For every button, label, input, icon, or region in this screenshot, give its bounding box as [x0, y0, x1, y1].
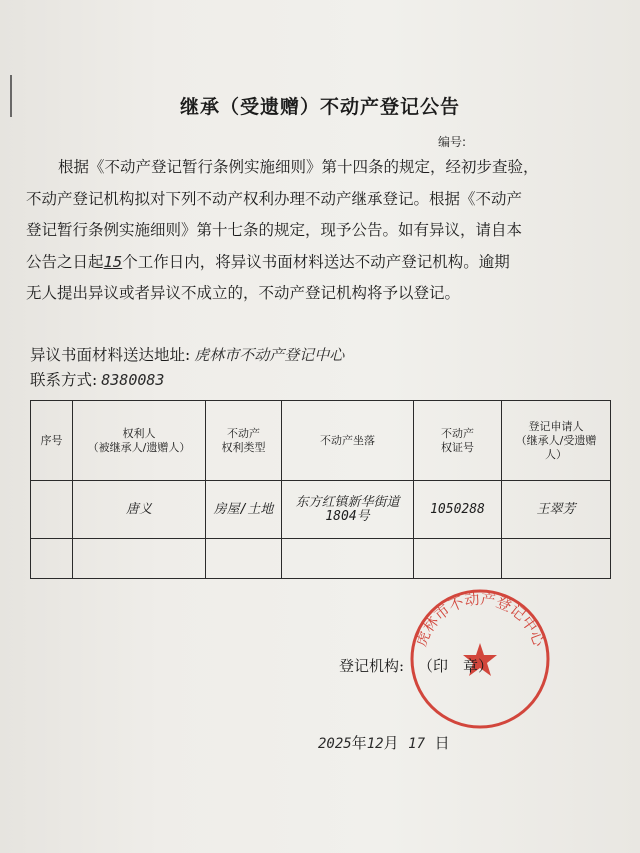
cell-right-type: [206, 539, 282, 579]
cell-applicant: [502, 539, 611, 579]
objection-address-field: [30, 343, 344, 365]
body-line-2: 不动产登记机构拟对下列不动产权利办理不动产继承登记。根据《不动产: [26, 189, 523, 208]
contact-label: 联系方式:: [30, 371, 98, 389]
cell-location: 东方红镇新华街道 1804号: [282, 481, 414, 539]
objection-address-label: 异议书面材料送达地址:: [30, 346, 191, 364]
registration-org-label: 登记机构:: [339, 657, 405, 675]
date-month-suffix: 月: [383, 734, 399, 752]
table-row: [31, 481, 611, 539]
body-line-1: 根据《不动产登记暂行条例实施细则》第十四条的规定，经初步查验，: [58, 158, 539, 176]
body-line-5: 无人提出异议或者异议不成立的，不动产登记机构将予以登记。: [26, 284, 461, 302]
header-applicant: 登记申请人 （继承人/受遗赠 人）: [502, 401, 611, 481]
cell-no: [31, 481, 73, 539]
body-line-4: [26, 247, 616, 279]
table-row: [31, 539, 611, 579]
date-day: 17: [408, 736, 426, 752]
date-year: 2025: [318, 736, 352, 752]
table-header-row: [31, 401, 611, 481]
date-day-suffix: 日: [434, 734, 450, 752]
header-cert-no: 不动产 权证号: [414, 401, 502, 481]
notice-date: [318, 732, 450, 753]
cell-no: [31, 539, 73, 579]
body-line-4-post: 个工作日内，将异议书面材料送达不动产登记机构。逾期: [122, 252, 510, 271]
body-line-3: 登记暂行条例实施细则》第十七条的规定，现予公告。如有异议，请自本: [26, 221, 523, 239]
cell-right-type: 房屋/土地: [206, 481, 282, 539]
notice-body: [26, 152, 616, 310]
header-holder: 权利人 （被继承人/遗赠人）: [73, 401, 206, 481]
contact-value: 8380083: [101, 371, 165, 389]
contact-field: [30, 368, 164, 390]
header-no: 序号: [31, 401, 73, 481]
objection-address-value: 虎林市不动产登记中心: [194, 346, 345, 364]
property-table: [30, 400, 611, 579]
cell-holder: 唐义: [73, 481, 206, 539]
cell-location: [282, 539, 414, 579]
body-line-4-pre: 公告之日起: [26, 252, 104, 271]
seal-placeholder: （印 章）: [418, 657, 494, 675]
serial-label: 编号:: [438, 135, 467, 149]
cell-cert-no: [414, 539, 502, 579]
cell-holder: [73, 539, 206, 579]
cell-applicant: 王翠芳: [502, 481, 611, 539]
header-right-type: 不动产 权利类型: [206, 401, 282, 481]
date-year-suffix: 年: [351, 734, 367, 752]
cell-cert-no: 1050288: [414, 481, 502, 539]
date-month: 12: [366, 736, 384, 752]
notice-title: 继承（受遗赠）不动产登记公告: [179, 96, 460, 118]
seal-text: 虎林市不动产登记中心: [411, 589, 549, 649]
header-location: 不动产坐落: [282, 401, 414, 481]
objection-days: 15: [103, 252, 123, 271]
